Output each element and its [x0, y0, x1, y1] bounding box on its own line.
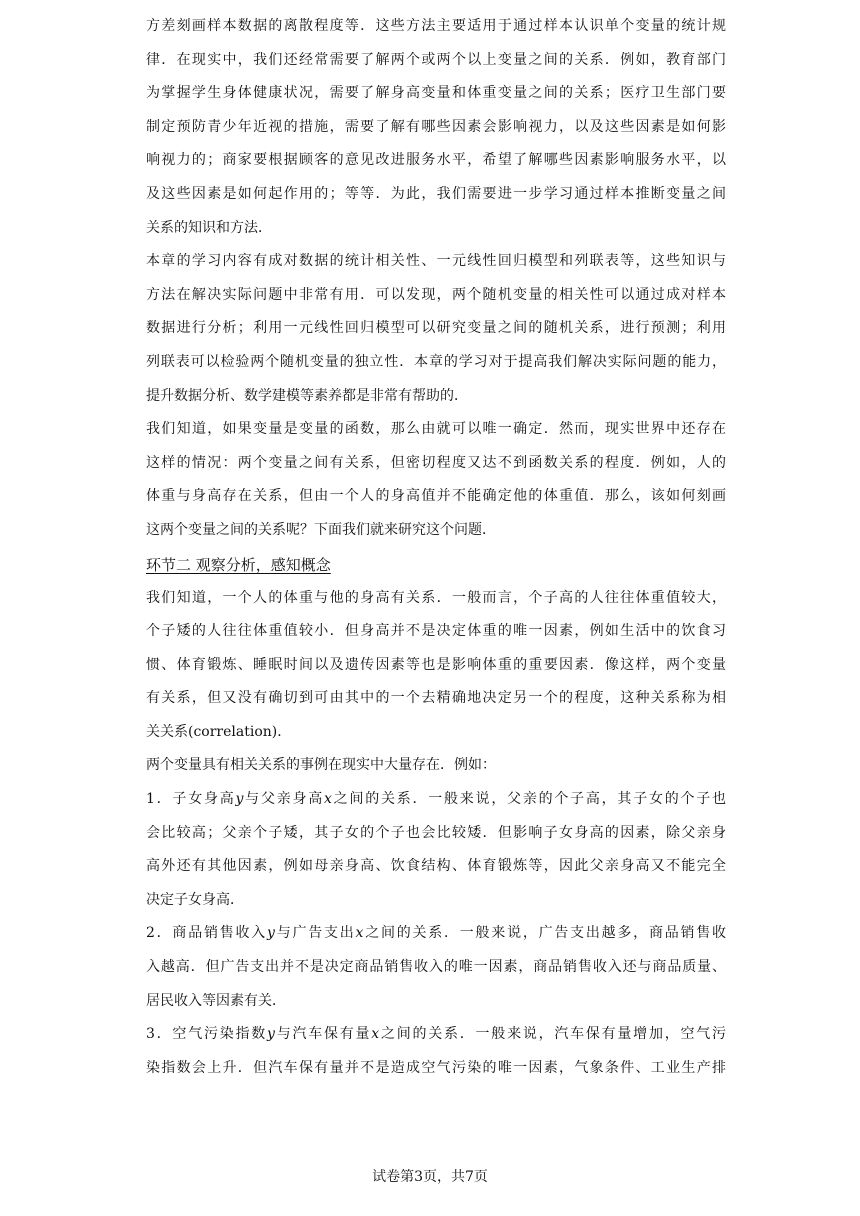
variable-y: y — [267, 1026, 275, 1043]
text-line: 这样的情况：两个变量之间有关系，但密切程度又达不到函数关系的程度．例如，人的 — [146, 454, 726, 471]
list-item-1 — [146, 783, 726, 917]
text-line: 关关系(correlation)． — [146, 723, 292, 740]
text-line: 居民收入等因素有关． — [146, 992, 286, 1009]
text-run: 2．商品销售收入 — [146, 925, 268, 942]
variable-y: y — [235, 791, 244, 808]
text-run: 之间的关系．一般来说，父亲的个子高，其子女的个子也 — [331, 791, 727, 808]
variable-y: y — [267, 925, 275, 942]
text-line: 惯、体育锻炼、睡眠时间以及遗传因素等也是影响体重的重要因素．像这样，两个变量 — [146, 656, 726, 673]
text-line: 体重与身高存在关系，但由一个人的身高值并不能确定他的体重值．那么，该如何刻画 — [146, 488, 726, 505]
text-run: 与广告支出 — [274, 925, 356, 942]
text-line: 我们知道，如果变量是变量的函数，那么由就可以唯一确定．然而，现实世界中还存在 — [146, 421, 726, 438]
text-line: 数据进行分析；利用一元线性回归模型可以研究变量之间的随机关系，进行预测；利用 — [146, 320, 726, 337]
text-line: 律．在现实中，我们还经常需要了解两个或两个以上变量之间的关系．例如，教育部门 — [146, 51, 726, 68]
text-line: 会比较高；父亲个子矮，其子女的个子也会比较矮．但影响子女身高的因素，除父亲身 — [146, 824, 726, 841]
text-line — [146, 783, 726, 817]
text-line: 及这些因素是如何起作用的；等等．为此，我们需要进一步学习通过样本推断变量之间 — [146, 185, 726, 202]
text-line: 决定子女身高． — [146, 891, 244, 908]
text-line: 提升数据分析、数学建模等素养都是非常有帮助的． — [146, 387, 468, 404]
text-line: 这两个变量之间的关系呢？下面我们就来研究这个问题． — [146, 521, 496, 538]
variable-x: x — [371, 1026, 380, 1043]
text-line: 制定预防青少年近视的措施，需要了解有哪些因素会影响视力，以及这些因素是如何影 — [146, 118, 726, 135]
page-footer: 试卷第3页，共7页 — [372, 1169, 488, 1185]
text-line: 个子矮的人往往体重值较小．但身高并不是决定体重的唯一因素，例如生活中的饮食习 — [146, 623, 726, 640]
text-run: 之间的关系．一般来说，汽车保有量增加，空气污 — [379, 1026, 726, 1043]
text-run: 与父亲身高 — [243, 791, 325, 808]
text-line: 染指数会上升．但汽车保有量并不是造成空气污染的唯一因素，气象条件、工业生产排 — [146, 1059, 726, 1076]
text-line — [146, 917, 726, 951]
text-line: 我们知道，一个人的体重与他的身高有关系．一般而言，个子高的人往往体重值较大， — [146, 589, 726, 606]
text-line: 方法在解决实际问题中非常有用．可以发现，两个随机变量的相关性可以通过成对样本 — [146, 286, 726, 303]
text-line: 高外还有其他因素，例如母亲身高、饮食结构、体育锻炼等，因此父亲身高又不能完全 — [146, 858, 726, 875]
text-line: 两个变量具有相关关系的事例在现实中大量存在．例如： — [146, 757, 496, 774]
list-item-2 — [146, 917, 726, 1018]
text-run: 3．空气污染指数 — [146, 1026, 268, 1043]
variable-x: x — [324, 791, 332, 808]
paragraph-2 — [146, 245, 726, 413]
text-line: 方差刻画样本数据的离散程度等．这些方法主要适用于通过样本认识单个变量的统计规 — [146, 18, 726, 34]
text-line: 入越高．但广告支出并不是决定商品销售收入的唯一因素，商品销售收入还与商品质量、 — [146, 959, 726, 976]
paragraph-1 — [146, 10, 726, 245]
list-item-3 — [146, 1018, 726, 1085]
paragraph-5 — [146, 749, 726, 783]
paragraph-4 — [146, 582, 726, 750]
text-line: 为掌握学生身体健康状况，需要了解身高变量和体重变量之间的关系；医疗卫生部门要 — [146, 85, 726, 102]
page-content — [146, 0, 726, 1085]
section-title: 环节二 观察分析，感知概念 — [146, 555, 331, 574]
text-line: 有关系，但又没有确切到可由其中的一个去精确地决定另一个的程度，这种关系称为相 — [146, 690, 726, 707]
text-run: 与汽车保有量 — [274, 1026, 372, 1043]
text-run: 1．子女身高 — [146, 791, 236, 808]
variable-x: x — [355, 925, 364, 942]
text-line — [146, 1018, 726, 1052]
text-line: 列联表可以检验两个随机变量的独立性．本章的学习对于提高我们解决实际问题的能力， — [146, 353, 726, 370]
paragraph-3 — [146, 413, 726, 547]
text-line: 响视力的；商家要根据顾客的意见改进服务水平，希望了解哪些因素影响服务水平，以 — [146, 152, 726, 169]
text-line: 关系的知识和方法． — [146, 219, 272, 236]
text-run: 之间的关系．一般来说，广告支出越多，商品销售收 — [363, 925, 726, 942]
text-line: 本章的学习内容有成对数据的统计相关性、一元线性回归模型和列联表等，这些知识与 — [146, 253, 726, 270]
